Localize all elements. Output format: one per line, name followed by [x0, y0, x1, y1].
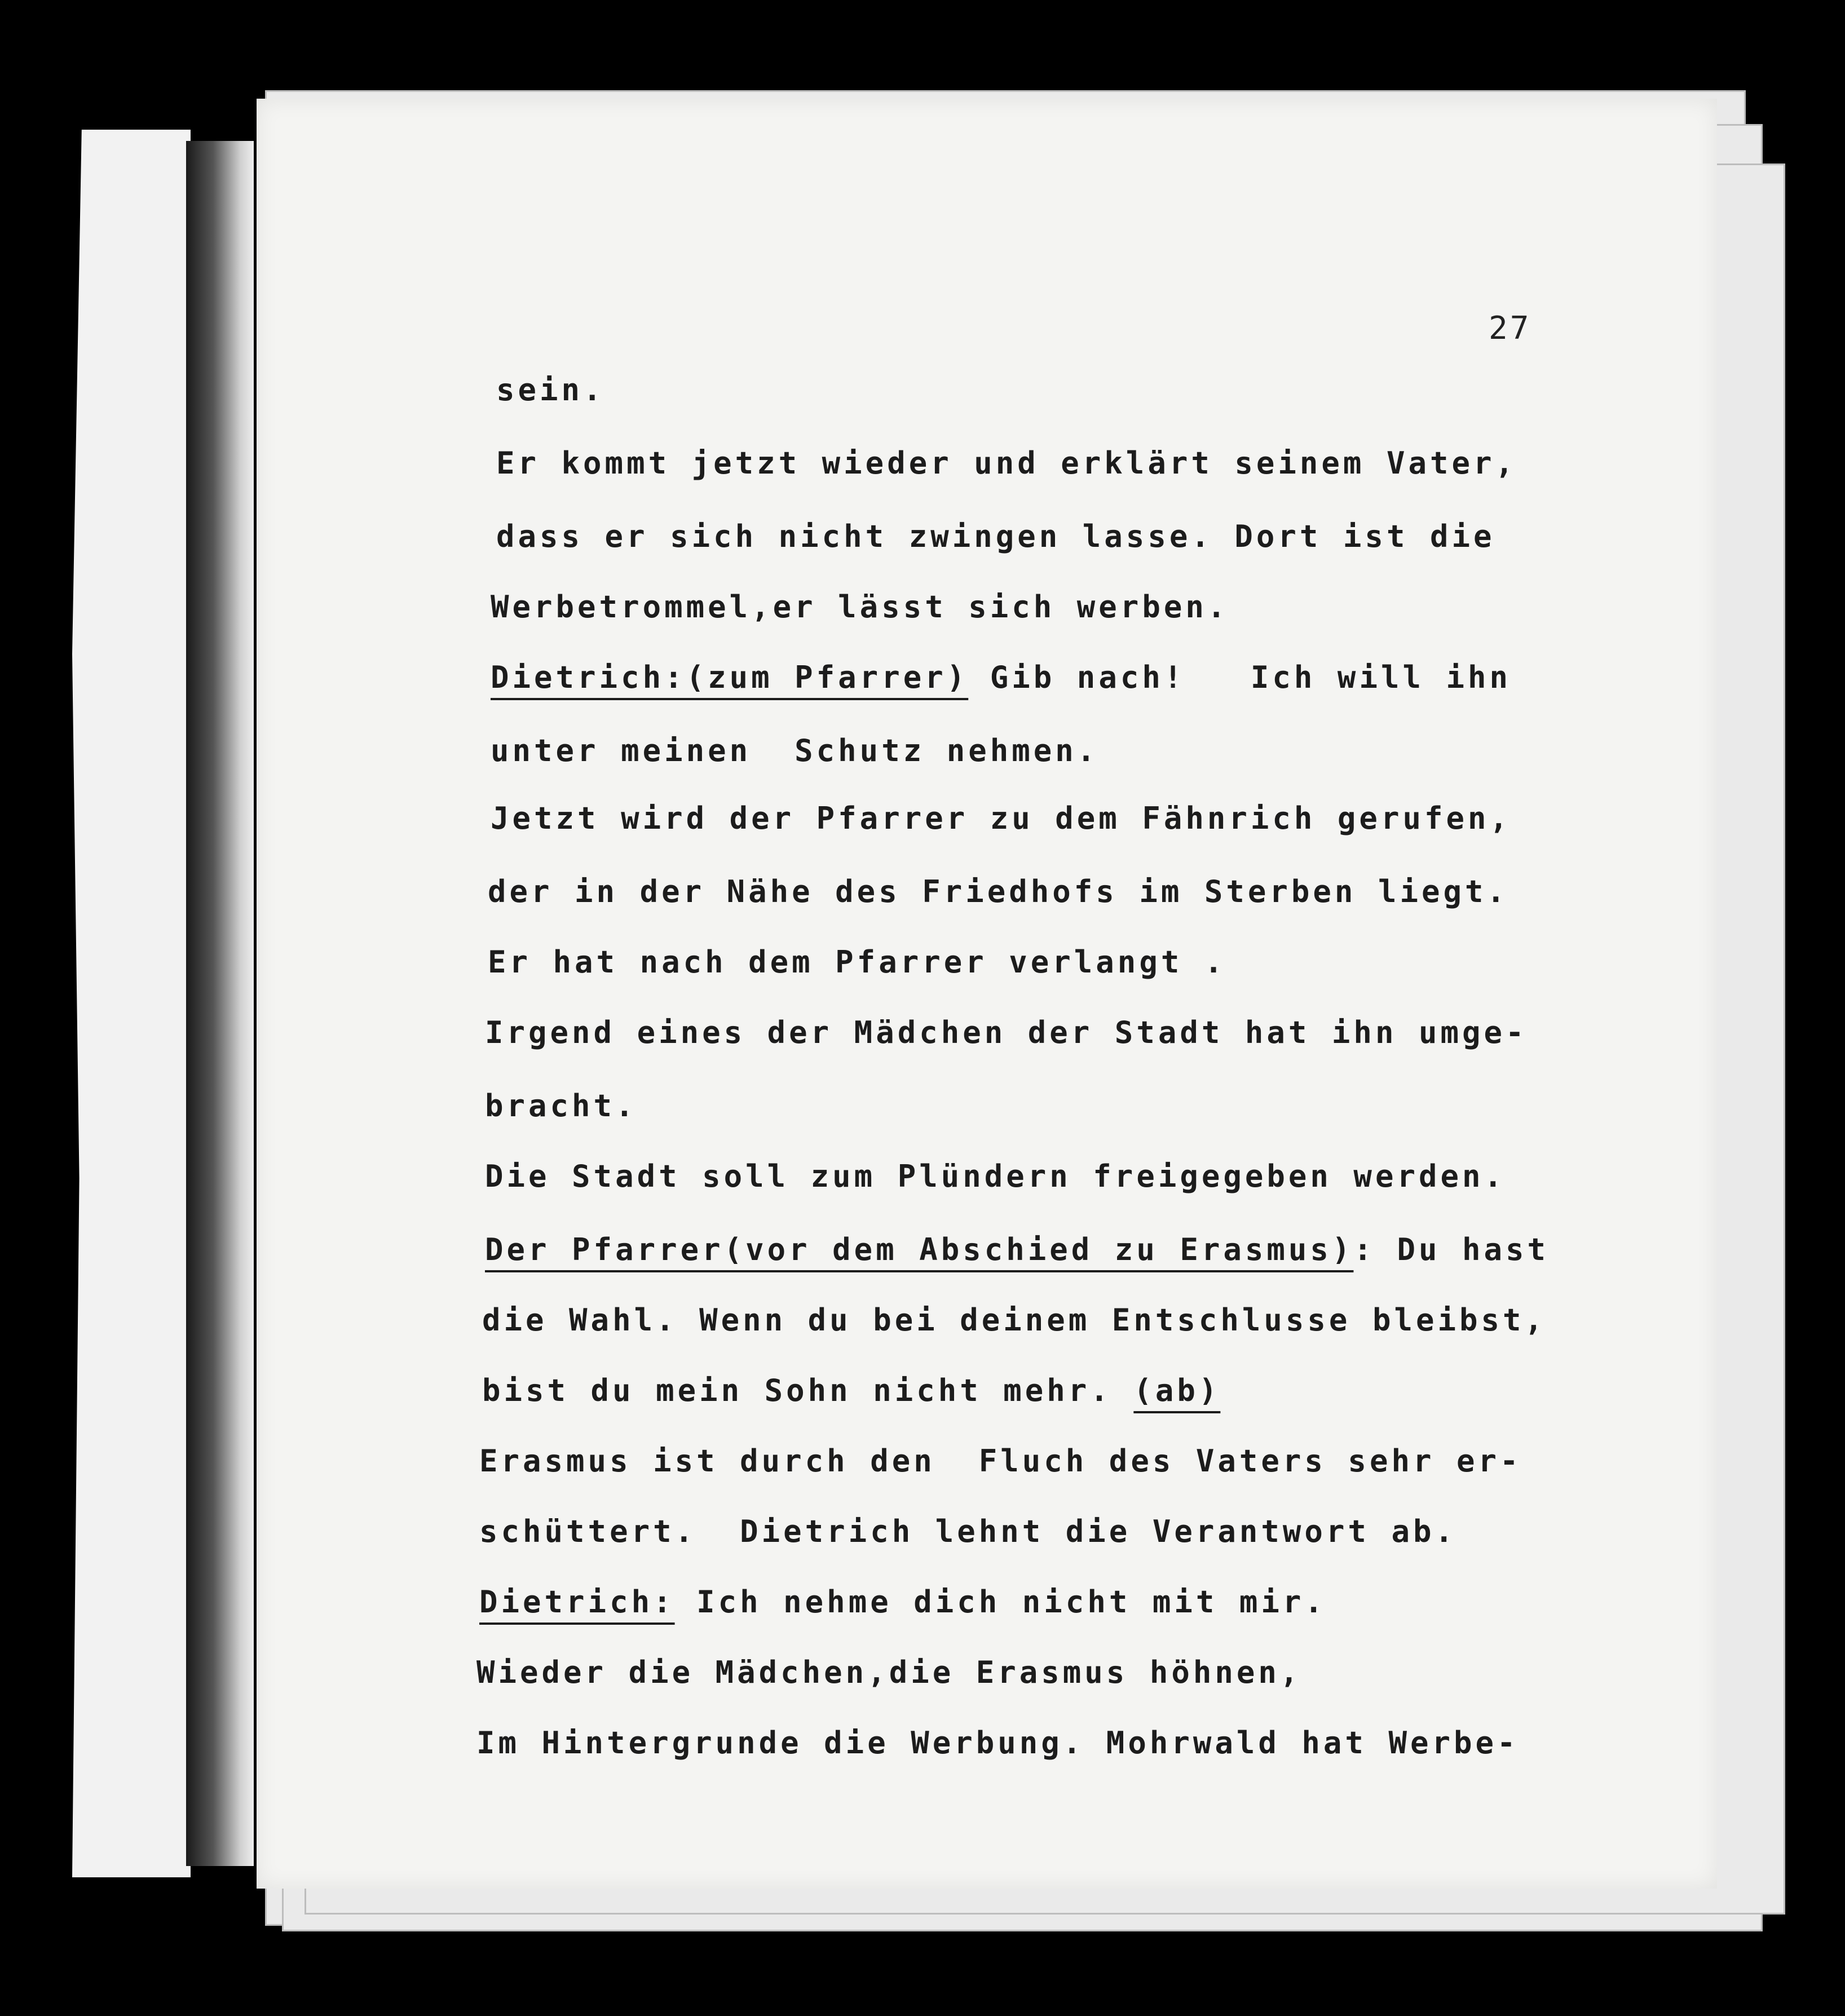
- line-text: schüttert. Dietrich lehnt die Verantwort ab.: [479, 1514, 1456, 1549]
- line-text: der in der Nähe des Friedhofs im Sterben liegt.: [488, 874, 1509, 909]
- underlined-speaker: Dietrich:: [479, 1584, 675, 1620]
- line-text: Er hat nach dem Pfarrer verlangt .: [488, 944, 1226, 980]
- text-line: [496, 519, 1495, 554]
- text-line: [479, 1443, 1522, 1479]
- text-line: [485, 1015, 1528, 1050]
- underlying-page-edge: [72, 130, 191, 1877]
- text-line: [496, 445, 1517, 481]
- line-text: bracht.: [485, 1088, 637, 1124]
- text-line: [476, 1725, 1519, 1761]
- typed-page: [257, 99, 1717, 1889]
- text-line: [482, 1302, 1546, 1338]
- line-text: dass er sich nicht zwingen lasse. Dort ist die: [496, 519, 1495, 554]
- text-line: [496, 372, 605, 408]
- line-text: Er kommt jetzt wieder und erklärt seinem Vater,: [496, 445, 1517, 481]
- text-line: [488, 944, 1226, 980]
- line-text: Die Stadt soll zum Plündern freigegeben werden.: [485, 1159, 1506, 1194]
- page-number: 27: [1489, 310, 1531, 347]
- line-text: Wieder die Mädchen,die Erasmus höhnen,: [476, 1655, 1302, 1690]
- line-text: Im Hintergrunde die Werbung. Mohrwald hat Werbe-: [476, 1725, 1519, 1761]
- text-line: [491, 589, 1229, 625]
- line-text: unter meinen Schutz nehmen.: [491, 733, 1099, 768]
- line-text: Werbetrommel,er lässt sich werben.: [491, 589, 1229, 625]
- underlined-speaker: Dietrich:(zum Pfarrer): [491, 660, 969, 695]
- text-line: [491, 660, 1511, 695]
- line-text: bist du mein Sohn nicht mehr.: [482, 1373, 1134, 1408]
- binding-shadow: [186, 141, 254, 1866]
- line-text: sein.: [496, 372, 605, 408]
- line-text: Gib nach! Ich will ihn: [968, 660, 1512, 695]
- line-text: : Du hast: [1353, 1232, 1550, 1267]
- text-line: [491, 801, 1511, 836]
- text-line: [485, 1232, 1549, 1267]
- line-text: die Wahl. Wenn du bei deinem Entschlusse bleibst,: [482, 1302, 1547, 1338]
- text-line: [488, 874, 1508, 909]
- text-line: [479, 1584, 1326, 1620]
- text-line: [482, 1373, 1220, 1408]
- text-line: [476, 1655, 1301, 1690]
- underlined-stage-direction: (ab): [1133, 1373, 1221, 1408]
- text-line: [479, 1514, 1456, 1549]
- line-text: Ich nehme dich nicht mit mir.: [674, 1584, 1326, 1620]
- line-text: Jetzt wird der Pfarrer zu dem Fähnrich gerufen,: [491, 801, 1512, 836]
- line-text: Erasmus ist durch den Fluch des Vaters sehr er-: [479, 1443, 1522, 1479]
- text-line: [491, 733, 1098, 768]
- text-line: [485, 1159, 1506, 1194]
- line-text: Irgend eines der Mädchen der Stadt hat ihn umge-: [485, 1015, 1528, 1050]
- underlined-speaker: Der Pfarrer(vor dem Abschied zu Erasmus): [485, 1232, 1354, 1267]
- text-line: [485, 1088, 637, 1124]
